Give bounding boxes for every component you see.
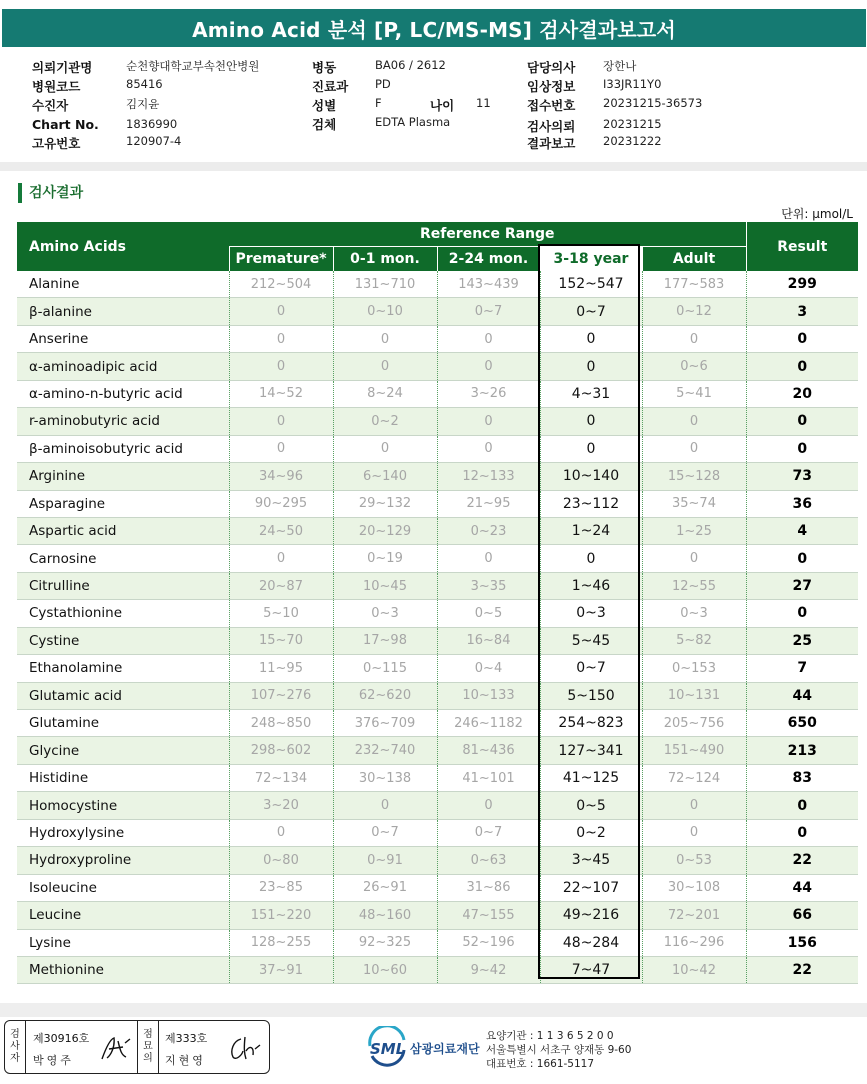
ref-range-0-1-mon: 0 bbox=[333, 792, 437, 819]
amino-acid-name: β-alanine bbox=[17, 298, 229, 325]
ref-range-3-18-year: 3~45 bbox=[540, 847, 642, 874]
col-header-premature: Premature* bbox=[229, 247, 333, 272]
result-value: 156 bbox=[746, 929, 858, 956]
amino-acid-name: α-aminoadipic acid bbox=[17, 353, 229, 380]
value-specimen: EDTA Plasma bbox=[375, 115, 451, 129]
label-unique-number: 고유번호 bbox=[32, 136, 81, 151]
value-hospital-code: 85416 bbox=[126, 77, 163, 91]
col-header-amino-acids: Amino Acids bbox=[17, 222, 229, 271]
ref-range-2-24-mon: 0 bbox=[437, 545, 540, 572]
ref-range-2-24-mon: 47~155 bbox=[437, 902, 540, 929]
signer2-name: 지현영 bbox=[165, 1054, 206, 1067]
table-row bbox=[17, 847, 858, 874]
ref-range-2-24-mon: 0 bbox=[437, 353, 540, 380]
amino-acid-name: Lysine bbox=[17, 929, 229, 956]
ref-range-0-1-mon: 6~140 bbox=[333, 463, 437, 490]
result-value: 27 bbox=[746, 572, 858, 599]
ref-range-0-1-mon: 0~115 bbox=[333, 655, 437, 682]
ref-range-adult: 1~25 bbox=[642, 517, 746, 544]
label-requesting-institution: 의뢰기관명 bbox=[32, 60, 93, 75]
report-title: Amino Acid 분석 [P, LC/MS-MS] 검사결과보고서 bbox=[2, 9, 866, 47]
ref-range-3-18-year: 0~3 bbox=[540, 600, 642, 627]
ref-range-2-24-mon: 143~439 bbox=[437, 271, 540, 298]
table-row bbox=[17, 956, 858, 983]
value-chart-no: 1836990 bbox=[126, 117, 178, 131]
table-row bbox=[17, 490, 858, 517]
ref-range-3-18-year: 0~7 bbox=[540, 655, 642, 682]
ref-range-2-24-mon: 10~133 bbox=[437, 682, 540, 709]
ref-range-3-18-year: 0 bbox=[540, 435, 642, 462]
ref-range-adult: 10~131 bbox=[642, 682, 746, 709]
ref-range-premature: 34~96 bbox=[229, 463, 333, 490]
table-row bbox=[17, 929, 858, 956]
label-sex: 성별 bbox=[312, 98, 337, 113]
signer2-license-no: 제333호 bbox=[165, 1032, 208, 1045]
value-department: PD bbox=[375, 77, 391, 91]
result-value: 44 bbox=[746, 682, 858, 709]
ref-range-adult: 0 bbox=[642, 408, 746, 435]
ref-range-premature: 72~134 bbox=[229, 764, 333, 791]
amino-acid-name: Arginine bbox=[17, 463, 229, 490]
amino-acid-name: Cystathionine bbox=[17, 600, 229, 627]
amino-acid-name: Glutamic acid bbox=[17, 682, 229, 709]
result-value: 0 bbox=[746, 435, 858, 462]
label-receipt-number: 접수번호 bbox=[527, 98, 576, 113]
footer bbox=[0, 1018, 867, 1084]
label-result-report: 결과보고 bbox=[527, 136, 576, 151]
ref-range-adult: 30~108 bbox=[642, 874, 746, 901]
ref-range-2-24-mon: 21~95 bbox=[437, 490, 540, 517]
ref-range-0-1-mon: 10~60 bbox=[333, 956, 437, 983]
result-value: 83 bbox=[746, 764, 858, 791]
amino-acid-name: Alanine bbox=[17, 271, 229, 298]
ref-range-3-18-year: 0 bbox=[540, 325, 642, 352]
table-row bbox=[17, 380, 858, 407]
ref-range-adult: 0~3 bbox=[642, 600, 746, 627]
ref-range-premature: 151~220 bbox=[229, 902, 333, 929]
ref-range-3-18-year: 4~31 bbox=[540, 380, 642, 407]
ref-range-premature: 0 bbox=[229, 545, 333, 572]
ref-range-premature: 24~50 bbox=[229, 517, 333, 544]
ref-range-3-18-year: 127~341 bbox=[540, 737, 642, 764]
value-clinical-info: I33JR11Y0 bbox=[603, 77, 662, 91]
amino-acid-name: Glycine bbox=[17, 737, 229, 764]
ref-range-2-24-mon: 12~133 bbox=[437, 463, 540, 490]
ref-range-adult: 205~756 bbox=[642, 710, 746, 737]
amino-acid-name: Glutamine bbox=[17, 710, 229, 737]
ref-range-premature: 0 bbox=[229, 325, 333, 352]
ref-range-adult: 15~128 bbox=[642, 463, 746, 490]
ref-range-premature: 37~91 bbox=[229, 956, 333, 983]
ref-range-adult: 0~153 bbox=[642, 655, 746, 682]
ref-range-premature: 11~95 bbox=[229, 655, 333, 682]
table-row bbox=[17, 572, 858, 599]
ref-range-premature: 298~602 bbox=[229, 737, 333, 764]
logo-text: SML bbox=[370, 1040, 406, 1058]
ref-range-premature: 0~80 bbox=[229, 847, 333, 874]
result-value: 650 bbox=[746, 710, 858, 737]
ref-range-adult: 177~583 bbox=[642, 271, 746, 298]
ref-range-0-1-mon: 0~19 bbox=[333, 545, 437, 572]
ref-range-0-1-mon: 0 bbox=[333, 325, 437, 352]
ref-range-2-24-mon: 81~436 bbox=[437, 737, 540, 764]
label-chart-no: Chart No. bbox=[32, 117, 99, 132]
table-row bbox=[17, 819, 858, 846]
ref-range-2-24-mon: 3~26 bbox=[437, 380, 540, 407]
ref-range-2-24-mon: 0 bbox=[437, 325, 540, 352]
value-age: 11 bbox=[476, 96, 491, 110]
ref-range-3-18-year: 0 bbox=[540, 353, 642, 380]
ref-range-3-18-year: 5~150 bbox=[540, 682, 642, 709]
table-row bbox=[17, 435, 858, 462]
result-value: 0 bbox=[746, 819, 858, 846]
label-doctor: 담당의사 bbox=[527, 60, 576, 75]
ref-range-adult: 0 bbox=[642, 435, 746, 462]
ref-range-adult: 0~53 bbox=[642, 847, 746, 874]
table-row bbox=[17, 545, 858, 572]
ref-range-premature: 0 bbox=[229, 353, 333, 380]
result-value: 73 bbox=[746, 463, 858, 490]
ref-range-0-1-mon: 0~2 bbox=[333, 408, 437, 435]
ref-range-premature: 15~70 bbox=[229, 627, 333, 654]
ref-range-3-18-year: 48~284 bbox=[540, 929, 642, 956]
ref-range-2-24-mon: 41~101 bbox=[437, 764, 540, 791]
table-row bbox=[17, 902, 858, 929]
ref-range-0-1-mon: 0 bbox=[333, 435, 437, 462]
ref-range-adult: 72~201 bbox=[642, 902, 746, 929]
result-value: 44 bbox=[746, 874, 858, 901]
table-row bbox=[17, 792, 858, 819]
amino-acid-name: Methionine bbox=[17, 956, 229, 983]
result-value: 0 bbox=[746, 792, 858, 819]
table-row bbox=[17, 737, 858, 764]
ref-range-0-1-mon: 10~45 bbox=[333, 572, 437, 599]
ref-range-0-1-mon: 0~10 bbox=[333, 298, 437, 325]
amino-acid-name: Cystine bbox=[17, 627, 229, 654]
ref-range-0-1-mon: 0~3 bbox=[333, 600, 437, 627]
ref-range-2-24-mon: 0~23 bbox=[437, 517, 540, 544]
ref-range-3-18-year: 23~112 bbox=[540, 490, 642, 517]
ref-range-adult: 0 bbox=[642, 545, 746, 572]
ref-range-2-24-mon: 0~5 bbox=[437, 600, 540, 627]
ref-range-0-1-mon: 131~710 bbox=[333, 271, 437, 298]
result-value: 25 bbox=[746, 627, 858, 654]
value-doctor: 장한나 bbox=[603, 59, 637, 73]
ref-range-premature: 128~255 bbox=[229, 929, 333, 956]
col-header-result: Result bbox=[746, 222, 858, 271]
signer1-label: 검 사 자 bbox=[5, 1021, 26, 1073]
amino-acid-name: Hydroxylysine bbox=[17, 819, 229, 846]
ref-range-3-18-year: 0 bbox=[540, 408, 642, 435]
ref-range-adult: 10~42 bbox=[642, 956, 746, 983]
table-row bbox=[17, 682, 858, 709]
signer2-label: 점 묘 의 bbox=[137, 1021, 159, 1073]
ref-range-0-1-mon: 29~132 bbox=[333, 490, 437, 517]
amino-acid-name: Carnosine bbox=[17, 545, 229, 572]
amino-acid-name: Histidine bbox=[17, 764, 229, 791]
amino-acid-name: α-amino-n-butyric acid bbox=[17, 380, 229, 407]
ref-range-premature: 212~504 bbox=[229, 271, 333, 298]
ref-range-premature: 107~276 bbox=[229, 682, 333, 709]
value-test-request: 20231215 bbox=[603, 117, 662, 131]
ref-range-premature: 23~85 bbox=[229, 874, 333, 901]
amino-acid-name: Aspartic acid bbox=[17, 517, 229, 544]
ref-range-0-1-mon: 232~740 bbox=[333, 737, 437, 764]
result-value: 0 bbox=[746, 600, 858, 627]
ref-range-0-1-mon: 0~7 bbox=[333, 819, 437, 846]
ref-range-adult: 35~74 bbox=[642, 490, 746, 517]
result-value: 36 bbox=[746, 490, 858, 517]
result-value: 213 bbox=[746, 737, 858, 764]
result-value: 7 bbox=[746, 655, 858, 682]
table-row bbox=[17, 325, 858, 352]
result-value: 299 bbox=[746, 271, 858, 298]
org-address: 서울특별시 서초구 양재동 9-60 bbox=[486, 1044, 632, 1056]
label-ward: 병동 bbox=[312, 60, 337, 75]
ref-range-2-24-mon: 0~7 bbox=[437, 298, 540, 325]
result-value: 0 bbox=[746, 353, 858, 380]
amino-acid-name: Ethanolamine bbox=[17, 655, 229, 682]
table-row bbox=[17, 627, 858, 654]
ref-range-3-18-year: 0 bbox=[540, 545, 642, 572]
ref-range-0-1-mon: 0~91 bbox=[333, 847, 437, 874]
col-header-reference-range: Reference Range bbox=[229, 222, 746, 247]
value-requesting-institution: 순천향대학교부속천안병원 bbox=[126, 59, 260, 73]
ref-range-premature: 0 bbox=[229, 298, 333, 325]
ref-range-3-18-year: 22~107 bbox=[540, 874, 642, 901]
org-phone: 대표번호 : 1661-5117 bbox=[486, 1058, 595, 1070]
result-value: 0 bbox=[746, 325, 858, 352]
org-code: 요양기관 : 1 1 3 6 5 2 0 0 bbox=[486, 1030, 614, 1042]
ref-range-premature: 0 bbox=[229, 819, 333, 846]
ref-range-3-18-year: 0~2 bbox=[540, 819, 642, 846]
ref-range-adult: 116~296 bbox=[642, 929, 746, 956]
ref-range-0-1-mon: 62~620 bbox=[333, 682, 437, 709]
amino-acid-name: Citrulline bbox=[17, 572, 229, 599]
ref-range-0-1-mon: 8~24 bbox=[333, 380, 437, 407]
table-row bbox=[17, 874, 858, 901]
ref-range-2-24-mon: 0~7 bbox=[437, 819, 540, 846]
table-row bbox=[17, 655, 858, 682]
ref-range-adult: 0 bbox=[642, 792, 746, 819]
table-row bbox=[17, 764, 858, 791]
ref-range-3-18-year: 1~24 bbox=[540, 517, 642, 544]
ref-range-2-24-mon: 16~84 bbox=[437, 627, 540, 654]
ref-range-2-24-mon: 0 bbox=[437, 792, 540, 819]
signer1-name: 박영주 bbox=[33, 1054, 74, 1067]
value-ward: BA06 / 2612 bbox=[375, 58, 446, 72]
signer1-license-no: 제30916호 bbox=[33, 1032, 90, 1045]
ref-range-2-24-mon: 0 bbox=[437, 435, 540, 462]
ref-range-3-18-year: 49~216 bbox=[540, 902, 642, 929]
table-row bbox=[17, 600, 858, 627]
value-receipt-number: 20231215-36573 bbox=[603, 96, 703, 110]
section-title: 검사결과 bbox=[18, 183, 83, 203]
ref-range-adult: 0 bbox=[642, 819, 746, 846]
label-clinical-info: 임상정보 bbox=[527, 79, 576, 94]
amino-acid-name: r-aminobutyric acid bbox=[17, 408, 229, 435]
ref-range-2-24-mon: 0~4 bbox=[437, 655, 540, 682]
signer1-signature-icon bbox=[99, 1035, 133, 1063]
table-row bbox=[17, 517, 858, 544]
table-row bbox=[17, 271, 858, 298]
label-patient-name: 수진자 bbox=[32, 98, 69, 113]
unit-label: 단위: μmol/L bbox=[781, 207, 853, 221]
table-row bbox=[17, 298, 858, 325]
ref-range-adult: 0~12 bbox=[642, 298, 746, 325]
value-patient-name: 김지윤 bbox=[126, 97, 160, 111]
footer-separator bbox=[0, 1003, 867, 1017]
ref-range-premature: 0 bbox=[229, 435, 333, 462]
amino-acid-name: β-aminoisobutyric acid bbox=[17, 435, 229, 462]
amino-acid-name: Leucine bbox=[17, 902, 229, 929]
ref-range-premature: 0 bbox=[229, 408, 333, 435]
result-value: 22 bbox=[746, 847, 858, 874]
ref-range-premature: 20~87 bbox=[229, 572, 333, 599]
amino-acid-name: Hydroxyproline bbox=[17, 847, 229, 874]
ref-range-adult: 0~6 bbox=[642, 353, 746, 380]
ref-range-2-24-mon: 3~35 bbox=[437, 572, 540, 599]
ref-range-2-24-mon: 31~86 bbox=[437, 874, 540, 901]
ref-range-adult: 0 bbox=[642, 325, 746, 352]
ref-range-premature: 248~850 bbox=[229, 710, 333, 737]
col-header-0-1-mon: 0-1 mon. bbox=[333, 247, 437, 272]
ref-range-premature: 14~52 bbox=[229, 380, 333, 407]
result-value: 4 bbox=[746, 517, 858, 544]
value-unique-number: 120907-4 bbox=[126, 134, 182, 148]
ref-range-3-18-year: 5~45 bbox=[540, 627, 642, 654]
header-separator bbox=[0, 162, 867, 171]
ref-range-0-1-mon: 0 bbox=[333, 353, 437, 380]
value-sex: F bbox=[375, 96, 382, 110]
result-value: 0 bbox=[746, 408, 858, 435]
ref-range-adult: 5~82 bbox=[642, 627, 746, 654]
ref-range-2-24-mon: 0 bbox=[437, 408, 540, 435]
col-header-2-24-mon: 2-24 mon. bbox=[437, 247, 540, 272]
ref-range-premature: 3~20 bbox=[229, 792, 333, 819]
result-value: 22 bbox=[746, 956, 858, 983]
patient-info bbox=[0, 56, 867, 156]
ref-range-3-18-year: 152~547 bbox=[540, 271, 642, 298]
results-table bbox=[17, 222, 858, 984]
value-result-report: 20231222 bbox=[603, 134, 662, 148]
label-age: 나이 bbox=[430, 98, 455, 113]
result-value: 66 bbox=[746, 902, 858, 929]
ref-range-2-24-mon: 52~196 bbox=[437, 929, 540, 956]
signer2-signature-icon bbox=[227, 1033, 263, 1063]
table-row bbox=[17, 710, 858, 737]
ref-range-3-18-year: 41~125 bbox=[540, 764, 642, 791]
ref-range-2-24-mon: 246~1182 bbox=[437, 710, 540, 737]
ref-range-0-1-mon: 48~160 bbox=[333, 902, 437, 929]
ref-range-adult: 72~124 bbox=[642, 764, 746, 791]
ref-range-3-18-year: 254~823 bbox=[540, 710, 642, 737]
ref-range-premature: 90~295 bbox=[229, 490, 333, 517]
amino-acid-name: Homocystine bbox=[17, 792, 229, 819]
ref-range-3-18-year: 7~47 bbox=[540, 956, 642, 983]
col-header-3-18-year: 3-18 year bbox=[540, 247, 642, 272]
ref-range-0-1-mon: 20~129 bbox=[333, 517, 437, 544]
ref-range-adult: 12~55 bbox=[642, 572, 746, 599]
ref-range-premature: 5~10 bbox=[229, 600, 333, 627]
ref-range-2-24-mon: 9~42 bbox=[437, 956, 540, 983]
result-value: 3 bbox=[746, 298, 858, 325]
signature-box bbox=[4, 1020, 270, 1074]
ref-range-adult: 5~41 bbox=[642, 380, 746, 407]
label-department: 진료과 bbox=[312, 79, 349, 94]
amino-acid-name: Asparagine bbox=[17, 490, 229, 517]
org-name: 삼광의료재단 bbox=[410, 1042, 480, 1056]
amino-acid-name: Isoleucine bbox=[17, 874, 229, 901]
table-row bbox=[17, 463, 858, 490]
label-test-request: 검사의뢰 bbox=[527, 119, 576, 134]
ref-range-0-1-mon: 376~709 bbox=[333, 710, 437, 737]
ref-range-2-24-mon: 0~63 bbox=[437, 847, 540, 874]
table-row bbox=[17, 408, 858, 435]
result-value: 0 bbox=[746, 545, 858, 572]
ref-range-3-18-year: 10~140 bbox=[540, 463, 642, 490]
ref-range-0-1-mon: 30~138 bbox=[333, 764, 437, 791]
amino-acid-name: Anserine bbox=[17, 325, 229, 352]
label-hospital-code: 병원코드 bbox=[32, 79, 81, 94]
ref-range-3-18-year: 0~7 bbox=[540, 298, 642, 325]
ref-range-0-1-mon: 17~98 bbox=[333, 627, 437, 654]
ref-range-adult: 151~490 bbox=[642, 737, 746, 764]
table-row bbox=[17, 353, 858, 380]
col-header-adult: Adult bbox=[642, 247, 746, 272]
ref-range-0-1-mon: 92~325 bbox=[333, 929, 437, 956]
ref-range-3-18-year: 0~5 bbox=[540, 792, 642, 819]
ref-range-3-18-year: 1~46 bbox=[540, 572, 642, 599]
label-specimen: 검체 bbox=[312, 117, 337, 132]
result-value: 20 bbox=[746, 380, 858, 407]
ref-range-0-1-mon: 26~91 bbox=[333, 874, 437, 901]
